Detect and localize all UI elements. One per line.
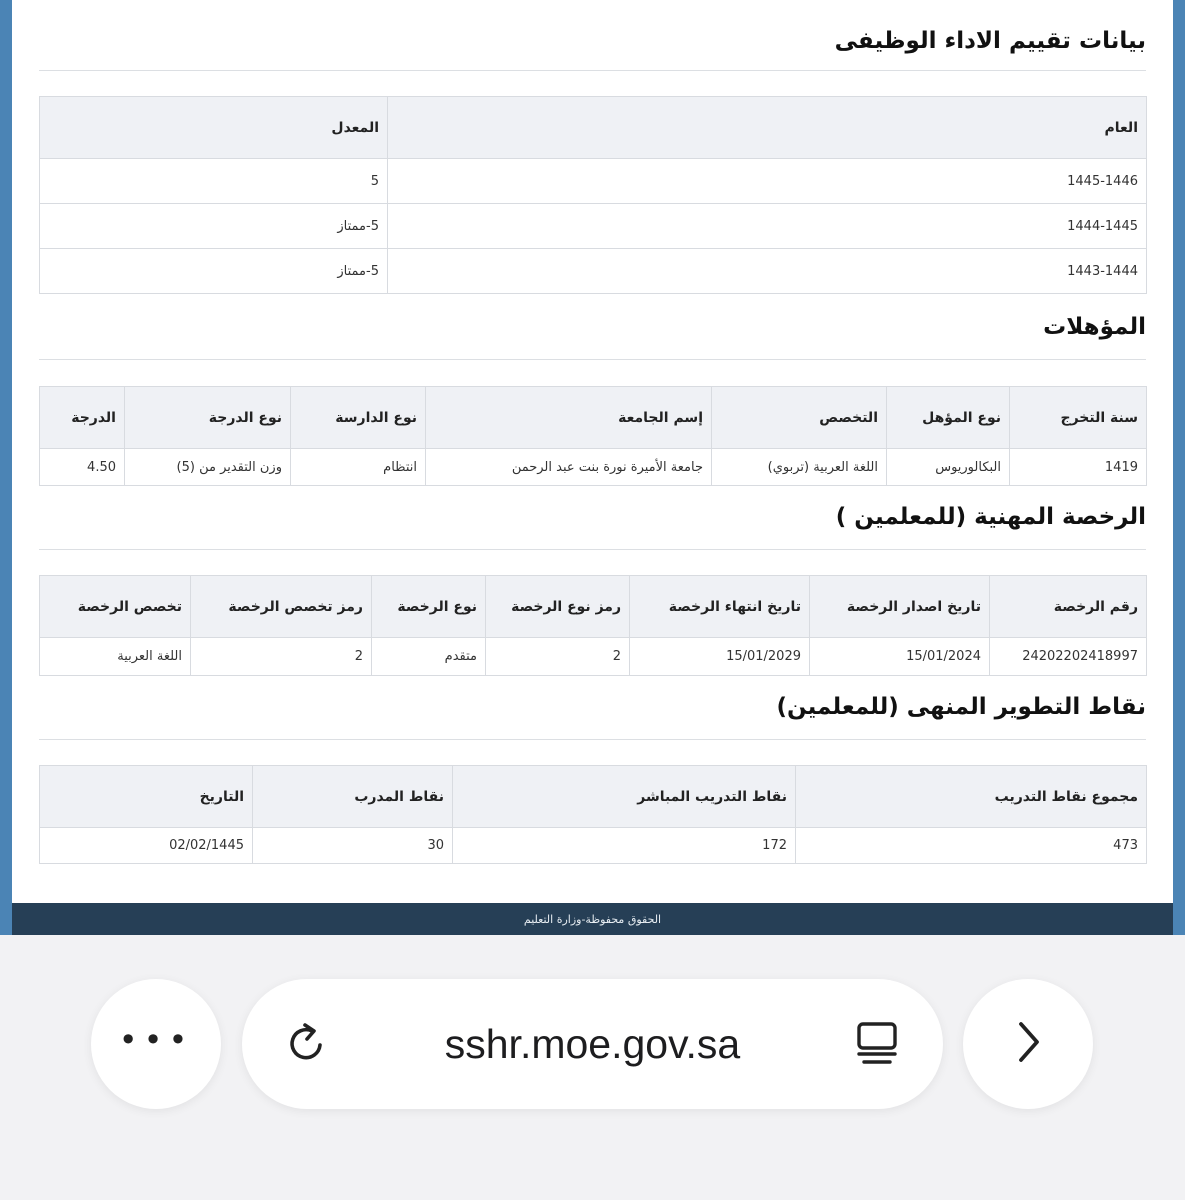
grad-year-cell: 1419 (1010, 449, 1147, 486)
major-cell: اللغة العربية (تربوي) (712, 449, 887, 486)
rating-cell: 5-ممتاز (40, 249, 388, 294)
university-cell: جامعة الأميرة نورة بنت عبد الرحمن (426, 449, 712, 486)
qualifications-section-title: المؤهلات (1043, 314, 1146, 340)
forward-button[interactable] (963, 979, 1093, 1109)
header-date: التاريخ (40, 766, 253, 828)
table-row (40, 638, 1147, 676)
issue-date-cell: 15/01/2024 (810, 638, 990, 676)
header-type-code: رمز نوع الرخصة (486, 576, 630, 638)
browser-toolbar (0, 935, 1185, 1200)
header-grade: الدرجة (40, 387, 125, 449)
header-university: إسم الجامعة (426, 387, 712, 449)
rating-cell: 5 (40, 159, 388, 204)
table-header-row (40, 576, 1147, 638)
table-row (40, 204, 1147, 249)
grade-type-cell: وزن التقدير من (5) (125, 449, 291, 486)
header-major: التخصص (712, 387, 887, 449)
year-cell: 1443-1444 (388, 249, 1147, 294)
development-section-title: نقاط التطوير المنهى (للمعلمين) (776, 694, 1146, 720)
license-section-title: الرخصة المهنية (للمعلمين ) (835, 504, 1146, 530)
year-cell: 1445-1446 (388, 159, 1147, 204)
header-total-points: مجموع نقاط التدريب (796, 766, 1147, 828)
grade-cell: 4.50 (40, 449, 125, 486)
table-header-row (40, 766, 1147, 828)
header-spec-code: رمز تخصص الرخصة (191, 576, 372, 638)
section-divider (39, 359, 1146, 360)
header-rating: المعدل (40, 97, 388, 159)
header-license-type: نوع الرخصة (372, 576, 486, 638)
header-trainer-points: نقاط المدرب (253, 766, 453, 828)
header-grade-type: نوع الدرجة (125, 387, 291, 449)
development-table (39, 765, 1147, 864)
table-row (40, 159, 1147, 204)
frame-right-border (1173, 0, 1185, 935)
table-row (40, 828, 1147, 864)
license-type-cell: متقدم (372, 638, 486, 676)
header-grad-year: سنة التخرج (1010, 387, 1147, 449)
url-text[interactable]: sshr.moe.gov.sa (444, 1020, 741, 1067)
year-cell: 1444-1445 (388, 204, 1147, 249)
performance-table (39, 96, 1147, 294)
header-issue-date: تاريخ اصدار الرخصة (810, 576, 990, 638)
performance-section-title: بيانات تقييم الاداء الوظيفى (834, 28, 1146, 54)
license-table (39, 575, 1147, 676)
header-license-spec: تخصص الرخصة (40, 576, 191, 638)
address-bar[interactable] (242, 979, 943, 1109)
qualifications-table (39, 386, 1147, 486)
footer-copyright: الحقوق محفوظة-وزارة التعليم (523, 912, 662, 926)
ellipsis-icon: ••• (118, 1021, 194, 1059)
date-cell: 02/02/1445 (40, 828, 253, 864)
more-options-button[interactable] (91, 979, 221, 1109)
type-code-cell: 2 (486, 638, 630, 676)
header-expiry-date: تاريخ انتهاء الرخصة (630, 576, 810, 638)
license-spec-cell: اللغة العربية (40, 638, 191, 676)
chevron-right-icon (1013, 1018, 1043, 1070)
qual-type-cell: البكالوريوس (887, 449, 1010, 486)
section-divider (39, 739, 1146, 740)
table-header-row (40, 97, 1147, 159)
spec-code-cell: 2 (191, 638, 372, 676)
study-type-cell: انتظام (291, 449, 426, 486)
license-number-cell: 24202202418997 (990, 638, 1147, 676)
header-license-number: رقم الرخصة (990, 576, 1147, 638)
section-divider (39, 549, 1146, 550)
header-year: العام (388, 97, 1147, 159)
table-row (40, 449, 1147, 486)
header-qual-type: نوع المؤهل (887, 387, 1010, 449)
header-direct-points: نقاط التدريب المباشر (453, 766, 796, 828)
table-header-row (40, 387, 1147, 449)
reader-mode-icon[interactable] (854, 1021, 900, 1071)
frame-left-border (0, 0, 12, 935)
expiry-date-cell: 15/01/2029 (630, 638, 810, 676)
page-footer (12, 903, 1173, 935)
header-study-type: نوع الدارسة (291, 387, 426, 449)
table-row (40, 249, 1147, 294)
trainer-points-cell: 30 (253, 828, 453, 864)
rating-cell: 5-ممتاز (40, 204, 388, 249)
section-divider (39, 70, 1146, 71)
direct-points-cell: 172 (453, 828, 796, 864)
total-points-cell: 473 (796, 828, 1147, 864)
reload-icon[interactable] (284, 1019, 330, 1071)
